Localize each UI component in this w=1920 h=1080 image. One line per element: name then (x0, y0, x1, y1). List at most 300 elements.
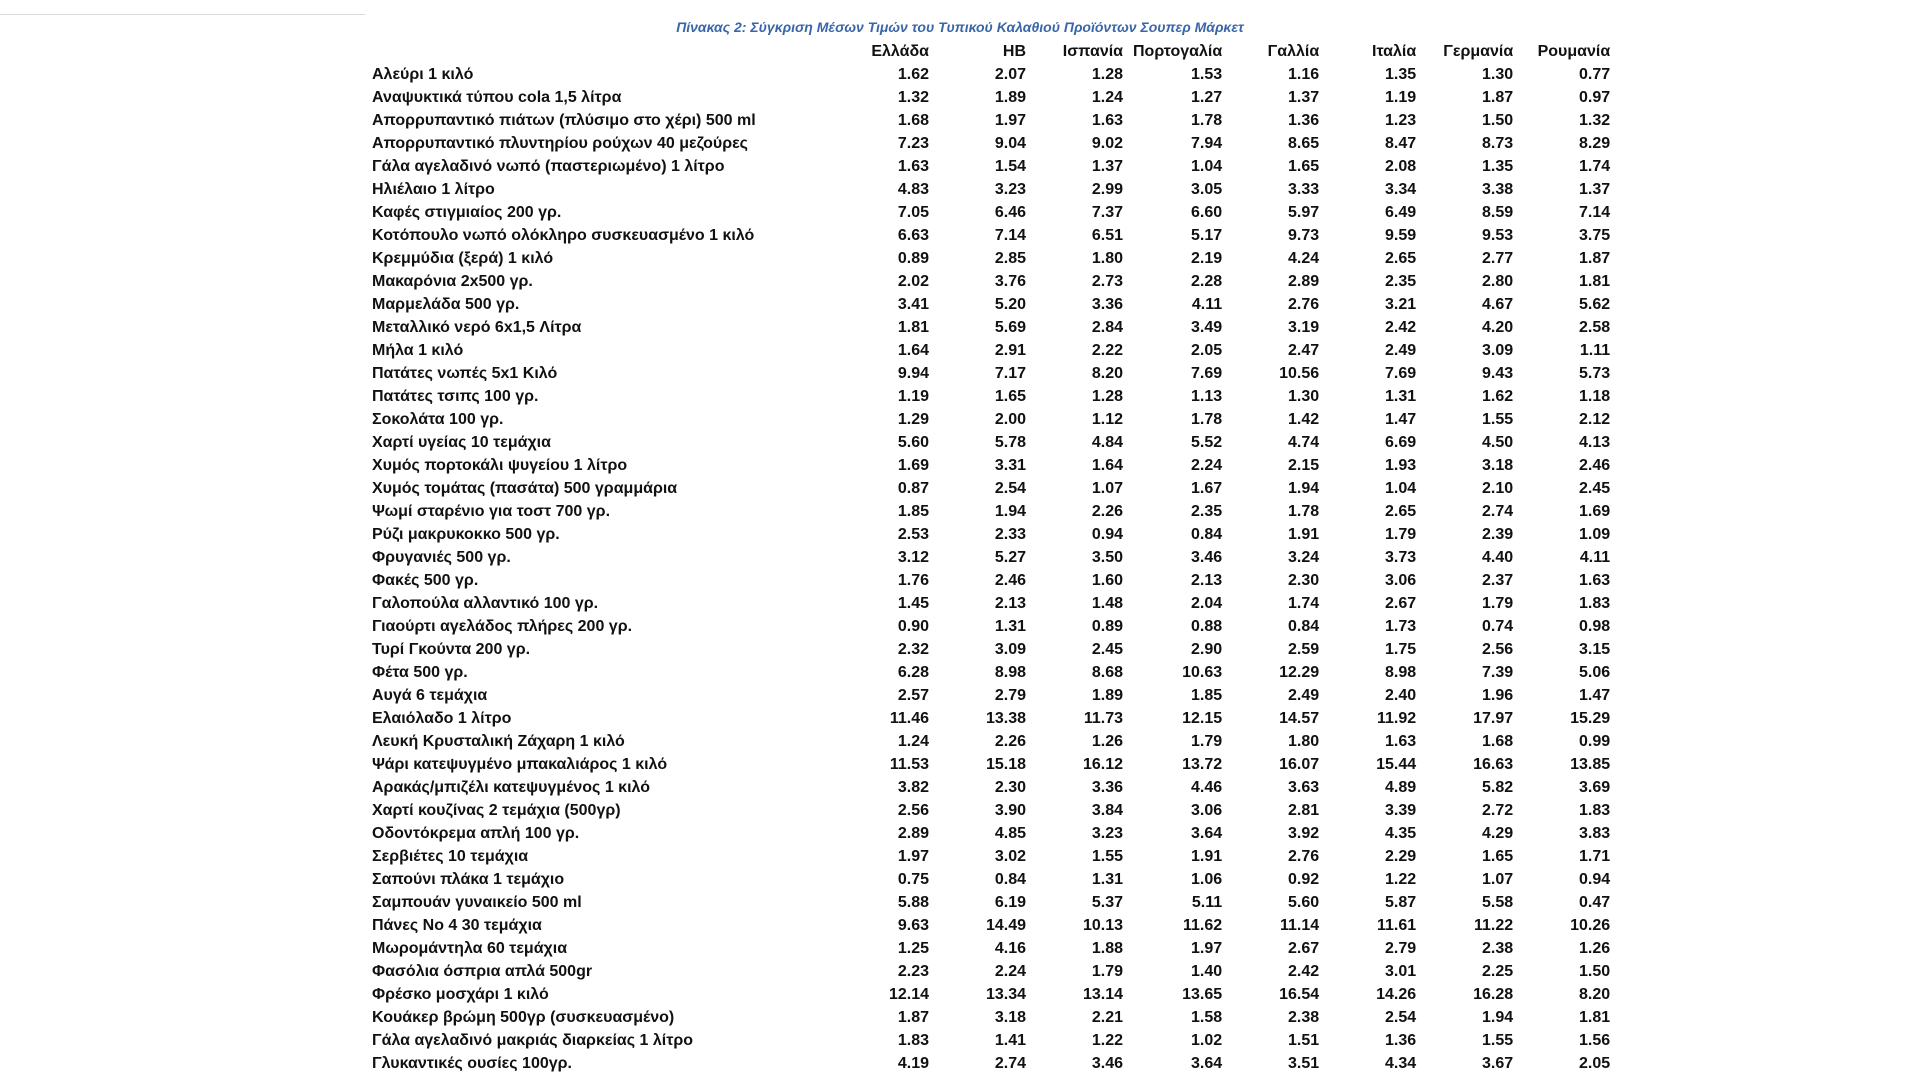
price-cell: 2.13 (1191, 572, 1223, 589)
price-cell: 4.50 (1482, 434, 1514, 451)
price-cell: 1.97 (994, 112, 1026, 129)
price-cell: 7.14 (994, 227, 1026, 244)
price-cell: 2.21 (1091, 1009, 1123, 1026)
price-cell: 1.93 (1385, 457, 1417, 474)
price-cell: 16.63 (1473, 756, 1514, 773)
price-cell: 0.84 (1288, 618, 1320, 635)
price-cell: 2.80 (1482, 273, 1514, 290)
price-cell: 4.20 (1482, 319, 1514, 336)
price-cell: 11.53 (889, 756, 929, 773)
price-cell: 7.69 (1191, 365, 1223, 382)
price-cell: 2.39 (1482, 526, 1514, 543)
price-cell: 3.06 (1385, 572, 1417, 589)
price-cell: 1.78 (1288, 503, 1320, 520)
price-cell: 1.87 (1482, 89, 1514, 106)
price-cell: 5.17 (1191, 227, 1223, 244)
price-cell: 6.28 (897, 664, 929, 681)
table-row (372, 661, 1620, 684)
price-cell: 2.53 (897, 526, 929, 543)
price-cell: 1.79 (1385, 526, 1417, 543)
table-row (372, 155, 1620, 178)
price-cell: 2.35 (1191, 503, 1223, 520)
table-row (372, 937, 1620, 960)
price-cell: 3.23 (1091, 825, 1123, 842)
price-cell: 1.91 (1191, 848, 1223, 865)
header-row (372, 41, 1620, 63)
price-cell: 2.54 (994, 480, 1026, 497)
price-cell: 15.44 (1376, 756, 1417, 773)
price-cell: 3.23 (994, 181, 1026, 198)
price-cell: 5.69 (994, 319, 1026, 336)
price-cell: 1.81 (1579, 1009, 1611, 1026)
price-cell: 7.94 (1191, 135, 1223, 152)
price-cell: 4.83 (897, 181, 929, 198)
price-cell: 1.09 (1579, 526, 1611, 543)
price-cell: 3.64 (1191, 1055, 1223, 1072)
price-cell: 1.79 (1191, 733, 1223, 750)
price-cell: 1.36 (1385, 1032, 1417, 1049)
price-cell: 1.80 (1091, 250, 1123, 267)
price-cell: 1.22 (1091, 1032, 1123, 1049)
table-row (372, 1052, 1620, 1075)
price-cell: 8.59 (1482, 204, 1514, 221)
price-cell: 1.65 (1288, 158, 1320, 175)
price-cell: 2.25 (1482, 963, 1514, 980)
price-cell: 8.98 (1385, 664, 1417, 681)
price-cell: 16.07 (1279, 756, 1320, 773)
product-label: Σαπούνι πλάκα 1 τεμάχιο (372, 871, 565, 888)
price-cell: 1.63 (1579, 572, 1611, 589)
price-cell: 2.30 (994, 779, 1026, 796)
price-cell: 2.40 (1385, 687, 1417, 704)
price-cell: 2.90 (1191, 641, 1223, 658)
price-cell: 2.76 (1288, 848, 1320, 865)
price-cell: 1.73 (1385, 618, 1417, 635)
price-cell: 1.31 (994, 618, 1026, 635)
price-cell: 2.76 (1288, 296, 1320, 313)
price-cell: 3.21 (1385, 296, 1417, 313)
price-cell: 14.57 (1279, 710, 1320, 727)
table-row (372, 523, 1620, 546)
price-cell: 1.32 (897, 89, 929, 106)
price-cell: 0.89 (897, 250, 929, 267)
product-label: Μήλα 1 κιλό (372, 342, 464, 359)
price-cell: 1.07 (1091, 480, 1123, 497)
price-cell: 15.29 (1570, 710, 1611, 727)
price-cell: 1.78 (1191, 112, 1223, 129)
table-row (372, 109, 1620, 132)
price-cell: 1.23 (1385, 112, 1417, 129)
price-cell: 3.46 (1191, 549, 1223, 566)
product-label: Πατάτες τσιπς 100 γρ. (372, 388, 539, 405)
price-cell: 1.87 (1579, 250, 1611, 267)
price-cell: 4.74 (1288, 434, 1320, 451)
product-label: Χαρτί υγείας 10 τεμάχια (372, 434, 551, 451)
price-cell: 3.46 (1091, 1055, 1123, 1072)
product-label: Απορρυπαντικό πλυντηρίου ρούχων 40 μεζούρες (372, 135, 748, 152)
price-cell: 0.99 (1579, 733, 1611, 750)
table-row (372, 684, 1620, 707)
price-cell: 2.46 (994, 572, 1026, 589)
price-cell: 2.65 (1385, 503, 1417, 520)
price-cell: 3.49 (1191, 319, 1223, 336)
price-cell: 12.14 (888, 986, 929, 1003)
price-cell: 3.84 (1091, 802, 1123, 819)
product-label: Μωρομάντηλα 60 τεμάχια (372, 940, 568, 957)
table-row (372, 293, 1620, 316)
product-label: Ηλιέλαιο 1 λίτρο (372, 181, 495, 198)
product-label: Κοτόπουλο νωπό ολόκληρο συσκευασμένο 1 κιλό (372, 227, 755, 244)
price-cell: 1.07 (1482, 871, 1514, 888)
price-cell: 5.37 (1091, 894, 1123, 911)
price-cell: 5.11 (1191, 894, 1223, 911)
price-cell: 0.47 (1579, 894, 1611, 911)
price-cell: 2.04 (1191, 595, 1223, 612)
price-cell: 1.36 (1288, 112, 1320, 129)
price-cell: 1.74 (1288, 595, 1320, 612)
price-cell: 5.60 (1288, 894, 1320, 911)
price-cell: 1.37 (1579, 181, 1611, 198)
price-cell: 2.24 (994, 963, 1026, 980)
price-cell: 2.05 (1191, 342, 1223, 359)
price-cell: 4.84 (1091, 434, 1123, 451)
price-cell: 2.46 (1579, 457, 1611, 474)
price-cell: 1.51 (1288, 1032, 1320, 1049)
price-cell: 3.02 (994, 848, 1026, 865)
table-row (372, 592, 1620, 615)
column-header-product (372, 41, 842, 63)
price-cell: 1.91 (1288, 526, 1320, 543)
price-cell: 1.64 (1091, 457, 1123, 474)
price-cell: 1.37 (1288, 89, 1320, 106)
price-cell: 0.75 (897, 871, 929, 888)
price-cell: 1.37 (1091, 158, 1123, 175)
price-cell: 1.48 (1091, 595, 1123, 612)
price-cell: 3.09 (994, 641, 1026, 658)
product-label: Φακές 500 γρ. (372, 572, 479, 589)
product-label: Μακαρόνια 2x500 γρ. (372, 273, 533, 290)
price-cell: 1.27 (1191, 89, 1223, 106)
column-header-germany: Γερμανία (1443, 43, 1514, 60)
price-cell: 2.26 (994, 733, 1026, 750)
price-cell: 2.91 (994, 342, 1026, 359)
price-cell: 4.35 (1385, 825, 1417, 842)
price-cell: 1.62 (1482, 388, 1514, 405)
price-cell: 4.11 (1579, 549, 1611, 566)
price-cell: 8.98 (994, 664, 1026, 681)
price-cell: 2.45 (1579, 480, 1611, 497)
price-cell: 2.84 (1091, 319, 1123, 336)
price-cell: 1.42 (1288, 411, 1320, 428)
price-cell: 9.63 (897, 917, 929, 934)
price-cell: 3.69 (1579, 779, 1611, 796)
product-label: Γλυκαντικές ουσίες 100γρ. (372, 1055, 572, 1072)
price-cell: 11.14 (1280, 917, 1320, 934)
price-cell: 2.00 (994, 411, 1026, 428)
table-row (372, 983, 1620, 1006)
price-cell: 2.67 (1288, 940, 1320, 957)
price-cell: 1.53 (1191, 66, 1223, 83)
price-cell: 1.56 (1579, 1032, 1611, 1049)
price-cell: 11.22 (1474, 917, 1514, 934)
price-cell: 3.06 (1191, 802, 1223, 819)
table-row (372, 1029, 1620, 1052)
price-cell: 4.34 (1385, 1055, 1417, 1072)
price-cell: 14.26 (1376, 986, 1417, 1003)
price-cell: 1.76 (897, 572, 929, 589)
table-row (372, 477, 1620, 500)
price-cell: 1.22 (1385, 871, 1417, 888)
price-cell: 3.63 (1288, 779, 1320, 796)
table-row (372, 339, 1620, 362)
table-row (372, 63, 1620, 86)
price-cell: 0.90 (897, 618, 929, 635)
table-row (372, 385, 1620, 408)
price-cell: 9.94 (897, 365, 929, 382)
price-cell: 13.85 (1570, 756, 1611, 773)
price-cell: 1.94 (1482, 1009, 1514, 1026)
price-cell: 0.84 (1191, 526, 1223, 543)
price-cell: 2.07 (994, 66, 1026, 83)
price-cell: 2.38 (1482, 940, 1514, 957)
price-cell: 2.65 (1385, 250, 1417, 267)
price-cell: 1.67 (1191, 480, 1223, 497)
top-divider (0, 14, 365, 15)
product-label: Οδοντόκρεμα απλή 100 γρ. (372, 825, 580, 842)
product-label: Πάνες Νο 4 30 τεμάχια (372, 917, 542, 934)
price-cell: 4.46 (1191, 779, 1223, 796)
product-label: Φρέσκο μοσχάρι 1 κιλό (372, 986, 549, 1003)
column-header-uk: ΗΒ (1002, 43, 1026, 60)
price-cell: 1.47 (1579, 687, 1611, 704)
table-row (372, 753, 1620, 776)
price-cell: 2.57 (897, 687, 929, 704)
table-row (372, 546, 1620, 569)
column-header-greece: Ελλάδα (871, 43, 929, 60)
product-label: Λευκή Κρυσταλική Ζάχαρη 1 κιλό (372, 733, 625, 750)
price-cell: 1.28 (1091, 388, 1123, 405)
price-cell: 0.97 (1579, 89, 1611, 106)
price-cell: 1.89 (994, 89, 1026, 106)
price-cell: 7.05 (897, 204, 929, 221)
price-cell: 5.78 (994, 434, 1026, 451)
price-cell: 2.56 (1482, 641, 1514, 658)
price-cell: 2.73 (1091, 273, 1123, 290)
price-cell: 3.12 (897, 549, 929, 566)
price-cell: 5.73 (1579, 365, 1611, 382)
price-cell: 1.97 (897, 848, 929, 865)
product-label: Απορρυπαντικό πιάτων (πλύσιμο στο χέρι) 500 ml (372, 112, 756, 129)
price-cell: 2.12 (1579, 411, 1611, 428)
product-label: Αρακάς/μπιζέλι κατεψυγμένος 1 κιλό (372, 779, 650, 796)
price-cell: 10.26 (1570, 917, 1611, 934)
price-cell: 2.26 (1091, 503, 1123, 520)
price-cell: 3.15 (1579, 641, 1611, 658)
price-cell: 0.92 (1288, 871, 1320, 888)
price-cell: 1.83 (897, 1032, 929, 1049)
price-cell: 8.29 (1579, 135, 1611, 152)
price-cell: 3.64 (1191, 825, 1223, 842)
price-cell: 13.14 (1082, 986, 1123, 1003)
price-cell: 16.12 (1082, 756, 1123, 773)
column-header-france: Γαλλία (1267, 43, 1320, 60)
price-cell: 3.51 (1288, 1055, 1320, 1072)
price-cell: 10.63 (1182, 664, 1223, 681)
price-cell: 1.89 (1091, 687, 1123, 704)
price-cell: 2.74 (994, 1055, 1026, 1072)
price-cell: 1.35 (1385, 66, 1417, 83)
price-cell: 2.89 (897, 825, 929, 842)
price-cell: 6.51 (1091, 227, 1123, 244)
price-cell: 1.68 (897, 112, 929, 129)
product-label: Κρεμμύδια (ξερά) 1 κιλό (372, 250, 554, 267)
price-cell: 1.04 (1191, 158, 1223, 175)
price-cell: 9.43 (1482, 365, 1514, 382)
price-cell: 8.73 (1482, 135, 1514, 152)
price-cell: 1.55 (1482, 1032, 1514, 1049)
table-row (372, 707, 1620, 730)
price-cell: 10.13 (1082, 917, 1123, 934)
product-label: Σοκολάτα 100 γρ. (372, 411, 504, 428)
table-caption: Πίνακας 2: Σύγκριση Μέσων Τιμών του Τυπικού Καλαθιού Προϊόντων Σουπερ Μάρκετ (676, 19, 1244, 35)
price-cell: 2.56 (897, 802, 929, 819)
table-row (372, 845, 1620, 868)
table-row (372, 776, 1620, 799)
price-cell: 1.40 (1191, 963, 1223, 980)
price-cell: 6.60 (1191, 204, 1223, 221)
price-cell: 3.90 (994, 802, 1026, 819)
price-cell: 13.65 (1182, 986, 1223, 1003)
price-cell: 11.92 (1377, 710, 1417, 727)
price-cell: 2.49 (1385, 342, 1417, 359)
column-header-spain: Ισπανία (1062, 43, 1123, 60)
price-cell: 1.81 (1579, 273, 1611, 290)
price-cell: 1.04 (1385, 480, 1417, 497)
price-cell: 2.47 (1288, 342, 1320, 359)
price-cell: 10.56 (1279, 365, 1320, 382)
price-cell: 1.94 (1288, 480, 1320, 497)
price-cell: 0.89 (1091, 618, 1123, 635)
price-cell: 8.65 (1288, 135, 1320, 152)
table-row (372, 201, 1620, 224)
price-cell: 3.92 (1288, 825, 1320, 842)
price-cell: 3.09 (1482, 342, 1514, 359)
price-cell: 0.98 (1579, 618, 1611, 635)
price-cell: 12.15 (1182, 710, 1223, 727)
price-cell: 14.49 (985, 917, 1026, 934)
price-cell: 2.45 (1091, 641, 1123, 658)
price-cell: 1.47 (1385, 411, 1417, 428)
table-row (372, 500, 1620, 523)
price-cell: 8.68 (1091, 664, 1123, 681)
price-cell: 2.19 (1191, 250, 1223, 267)
table-row (372, 454, 1620, 477)
price-cell: 1.58 (1191, 1009, 1223, 1026)
price-cell: 3.36 (1091, 779, 1123, 796)
price-cell: 1.71 (1579, 848, 1611, 865)
price-cell: 7.23 (897, 135, 929, 152)
price-cell: 2.59 (1288, 641, 1320, 658)
price-cell: 1.83 (1579, 595, 1611, 612)
price-cell: 1.78 (1191, 411, 1223, 428)
price-cell: 2.89 (1288, 273, 1320, 290)
price-cell: 4.40 (1482, 549, 1514, 566)
table-row (372, 431, 1620, 454)
price-cell: 9.53 (1482, 227, 1514, 244)
price-cell: 2.35 (1385, 273, 1417, 290)
price-cell: 5.20 (994, 296, 1026, 313)
price-cell: 2.08 (1385, 158, 1417, 175)
product-label: Μαρμελάδα 500 γρ. (372, 296, 520, 313)
price-cell: 1.32 (1579, 112, 1611, 129)
product-label: Γάλα αγελαδινό νωπό (παστεριωμένο) 1 λίτρο (372, 158, 725, 175)
price-cell: 2.67 (1385, 595, 1417, 612)
price-cell: 11.46 (889, 710, 929, 727)
price-cell: 5.06 (1579, 664, 1611, 681)
table-row (372, 822, 1620, 845)
price-cell: 4.19 (897, 1055, 929, 1072)
price-cell: 8.20 (1579, 986, 1611, 1003)
price-cell: 5.62 (1579, 296, 1611, 313)
price-cell: 1.16 (1288, 66, 1320, 83)
price-cell: 2.32 (897, 641, 929, 658)
price-cell: 1.30 (1482, 66, 1514, 83)
price-cell: 2.33 (994, 526, 1026, 543)
table-row (372, 247, 1620, 270)
price-cell: 1.02 (1191, 1032, 1223, 1049)
price-cell: 0.77 (1579, 66, 1611, 83)
price-cell: 1.24 (1091, 89, 1123, 106)
table-row (372, 799, 1620, 822)
price-cell: 2.10 (1482, 480, 1514, 497)
price-cell: 1.68 (1482, 733, 1514, 750)
table-row (372, 960, 1620, 983)
price-cell: 1.41 (994, 1032, 1026, 1049)
product-label: Χαρτί κουζίνας 2 τεμάχια (500γρ) (372, 802, 621, 819)
price-cell: 3.01 (1385, 963, 1417, 980)
price-cell: 1.26 (1091, 733, 1123, 750)
price-cell: 4.67 (1482, 296, 1514, 313)
price-cell: 2.72 (1482, 802, 1514, 819)
price-cell: 1.80 (1288, 733, 1320, 750)
price-cell: 0.74 (1482, 618, 1514, 635)
price-cell: 6.19 (994, 894, 1026, 911)
price-cell: 0.87 (897, 480, 929, 497)
price-cell: 1.62 (897, 66, 929, 83)
price-cell: 2.24 (1191, 457, 1223, 474)
price-cell: 2.05 (1579, 1055, 1611, 1072)
product-label: Σαμπουάν γυναικείο 500 ml (372, 894, 582, 911)
product-label: Αναψυκτικά τύπου cola 1,5 λίτρα (372, 89, 622, 106)
price-cell: 3.05 (1191, 181, 1223, 198)
product-label: Γιαούρτι αγελάδος πλήρες 200 γρ. (372, 618, 633, 635)
price-cell: 3.73 (1385, 549, 1417, 566)
price-cell: 7.37 (1091, 204, 1123, 221)
price-cell: 1.63 (1385, 733, 1417, 750)
price-cell: 7.69 (1385, 365, 1417, 382)
price-cell: 1.06 (1191, 871, 1223, 888)
product-label: Ρύζι μακρυκοκκο 500 γρ. (372, 526, 560, 543)
price-cell: 1.12 (1091, 411, 1123, 428)
table-row (372, 615, 1620, 638)
price-cell: 3.39 (1385, 802, 1417, 819)
price-cell: 1.83 (1579, 802, 1611, 819)
price-cell: 6.49 (1385, 204, 1417, 221)
table-row (372, 86, 1620, 109)
price-cell: 7.14 (1579, 204, 1611, 221)
price-cell: 11.61 (1377, 917, 1417, 934)
price-cell: 2.81 (1288, 802, 1320, 819)
